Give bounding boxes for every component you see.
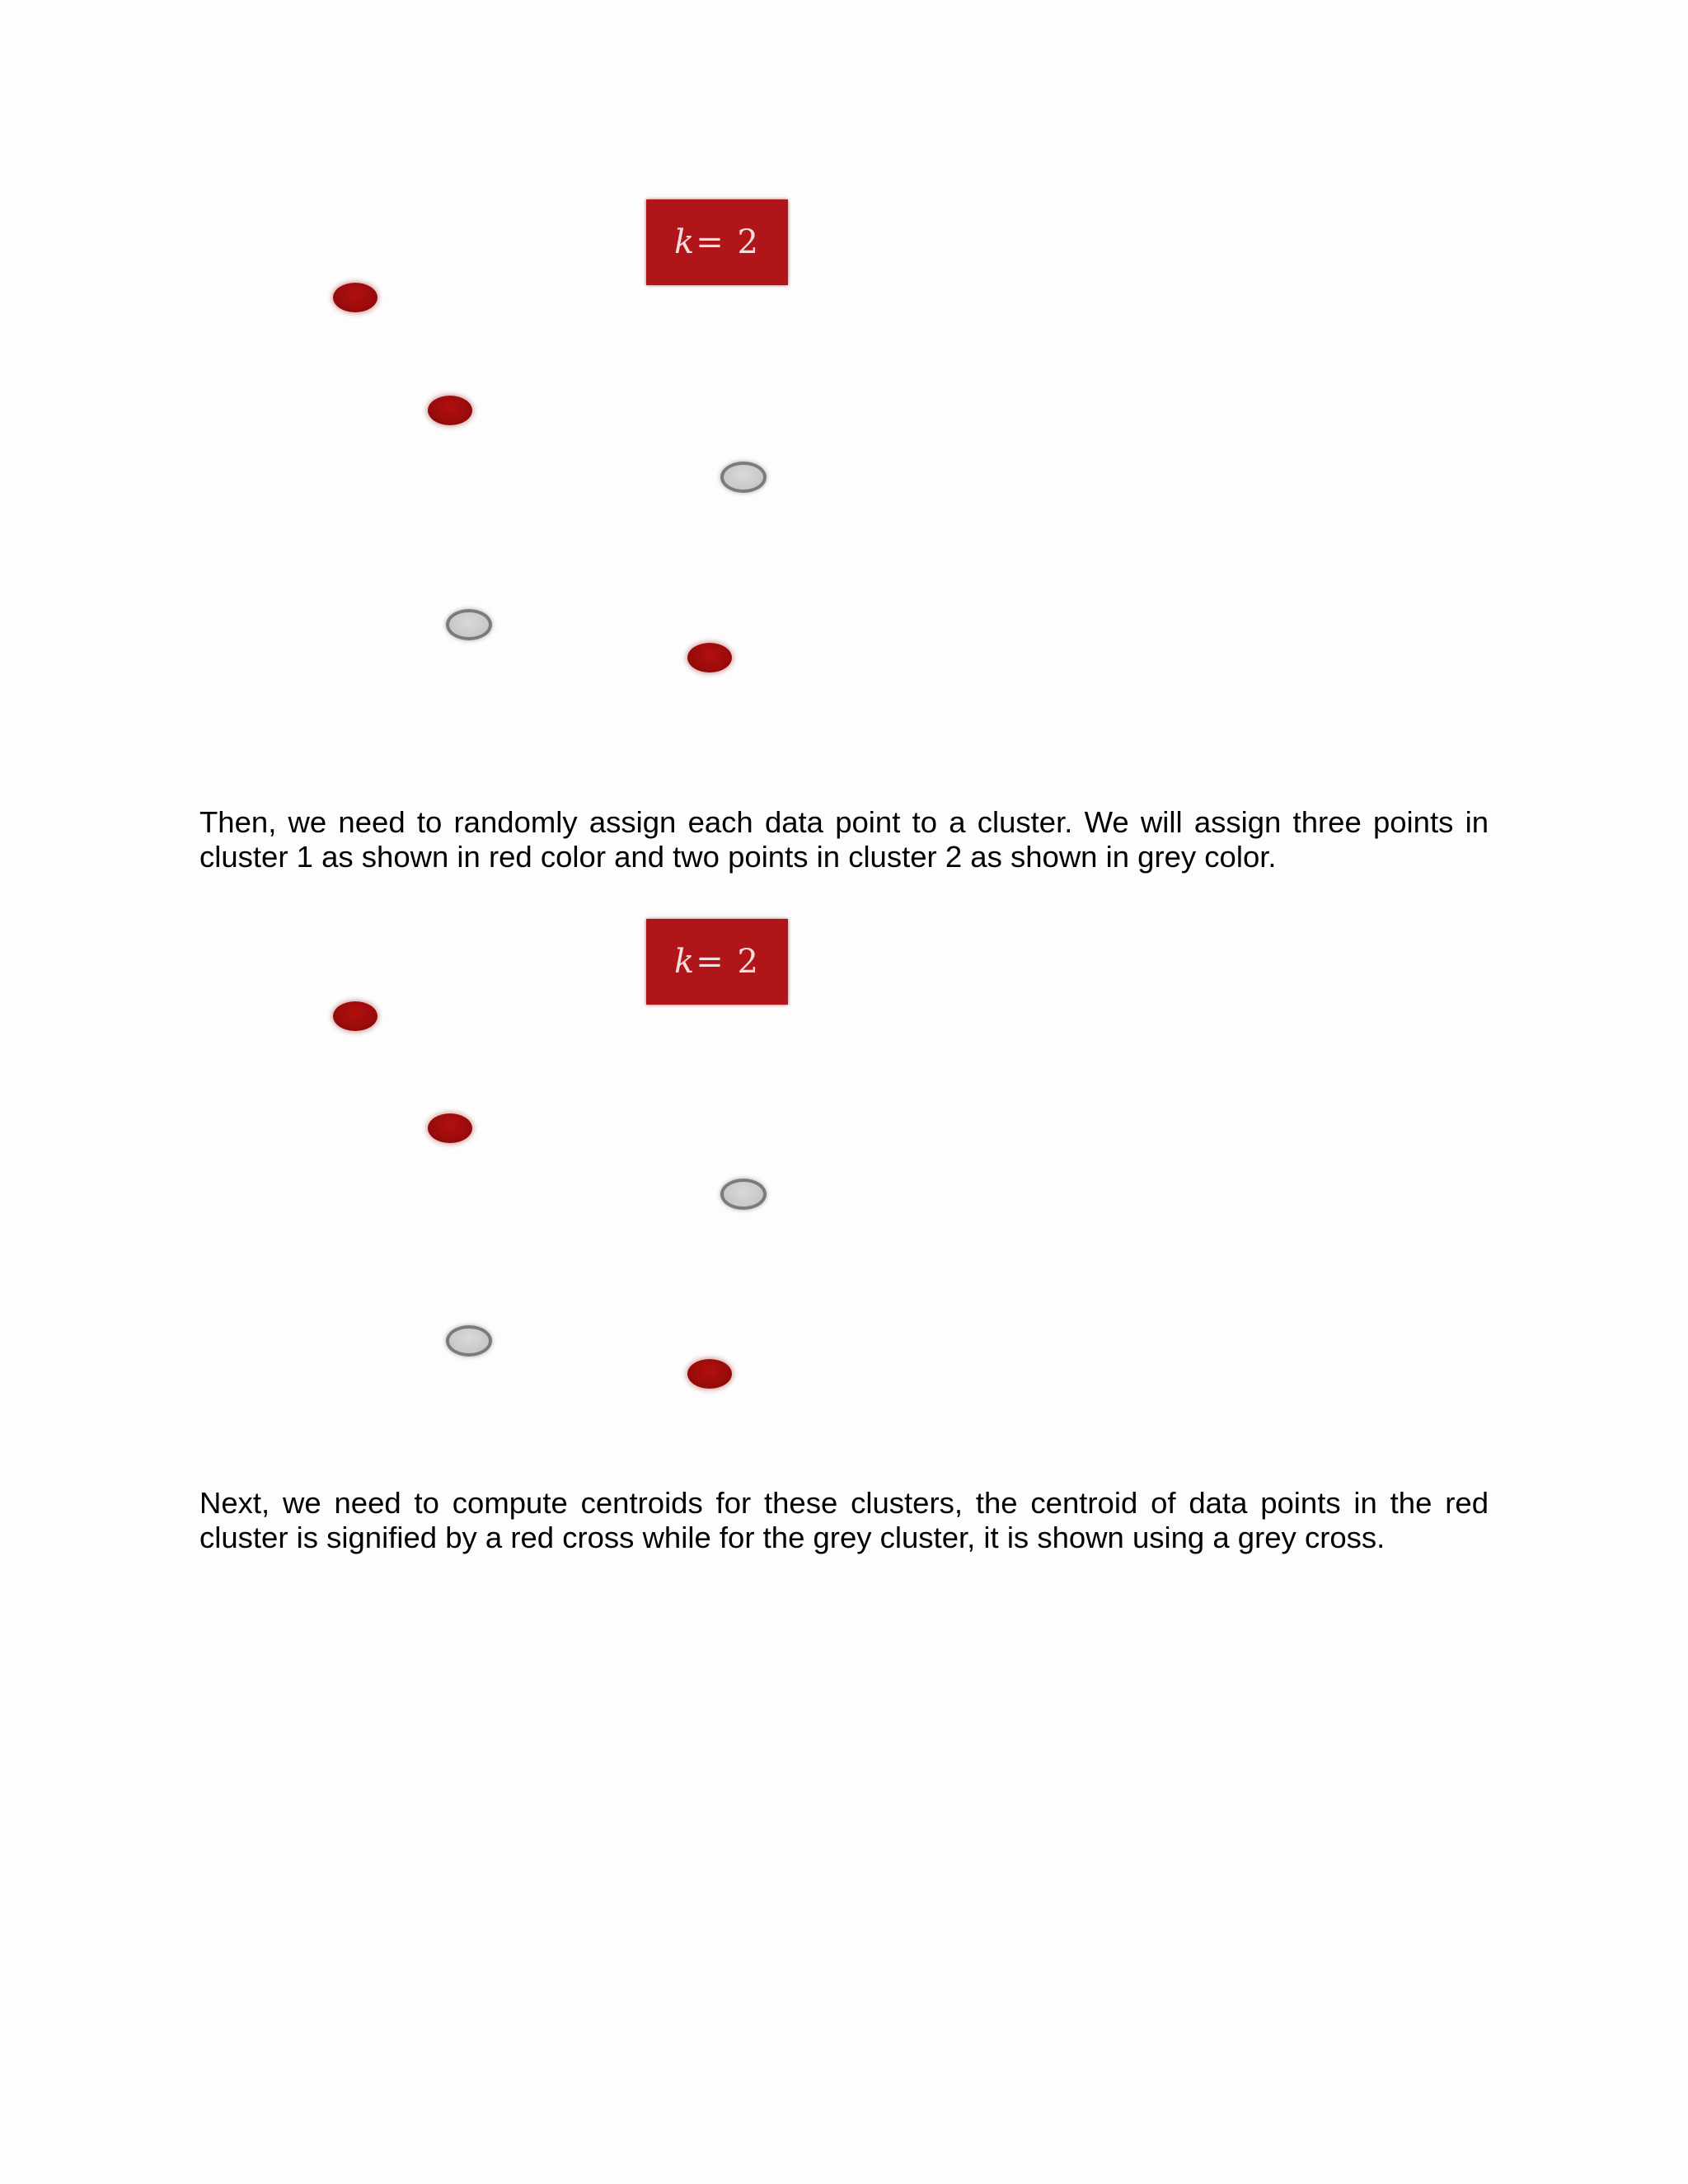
k-equals-value: = 2: [696, 943, 760, 981]
data-point-grey: [446, 609, 492, 640]
data-point-red: [333, 1001, 377, 1031]
data-point-grey: [720, 462, 767, 493]
body-paragraph: Then, we need to randomly assign each data point to a cluster. We will assign three points in cluster 1 as shown in red color and two points in cluster 2 as shown in grey color.: [199, 805, 1489, 874]
data-point-grey: [720, 1179, 767, 1210]
body-paragraph: Next, we need to compute centroids for these clusters, the centroid of data points in the red cluster is signified by a red cross while for the grey cluster, it is shown using a grey cross.: [199, 1486, 1489, 1554]
data-point-red: [687, 643, 732, 673]
kmeans-figure-1: [0, 181, 1688, 775]
k-equals-value: = 2: [696, 223, 760, 261]
kmeans-figure-2: [0, 901, 1688, 1494]
k-variable: k: [674, 943, 696, 981]
k-value-label: [646, 919, 788, 1005]
data-point-red: [333, 283, 377, 312]
data-point-grey: [446, 1325, 492, 1357]
k-value-label: [646, 199, 788, 285]
data-point-red: [428, 396, 472, 425]
data-point-red: [687, 1359, 732, 1389]
k-variable: k: [674, 223, 696, 261]
data-point-red: [428, 1113, 472, 1143]
